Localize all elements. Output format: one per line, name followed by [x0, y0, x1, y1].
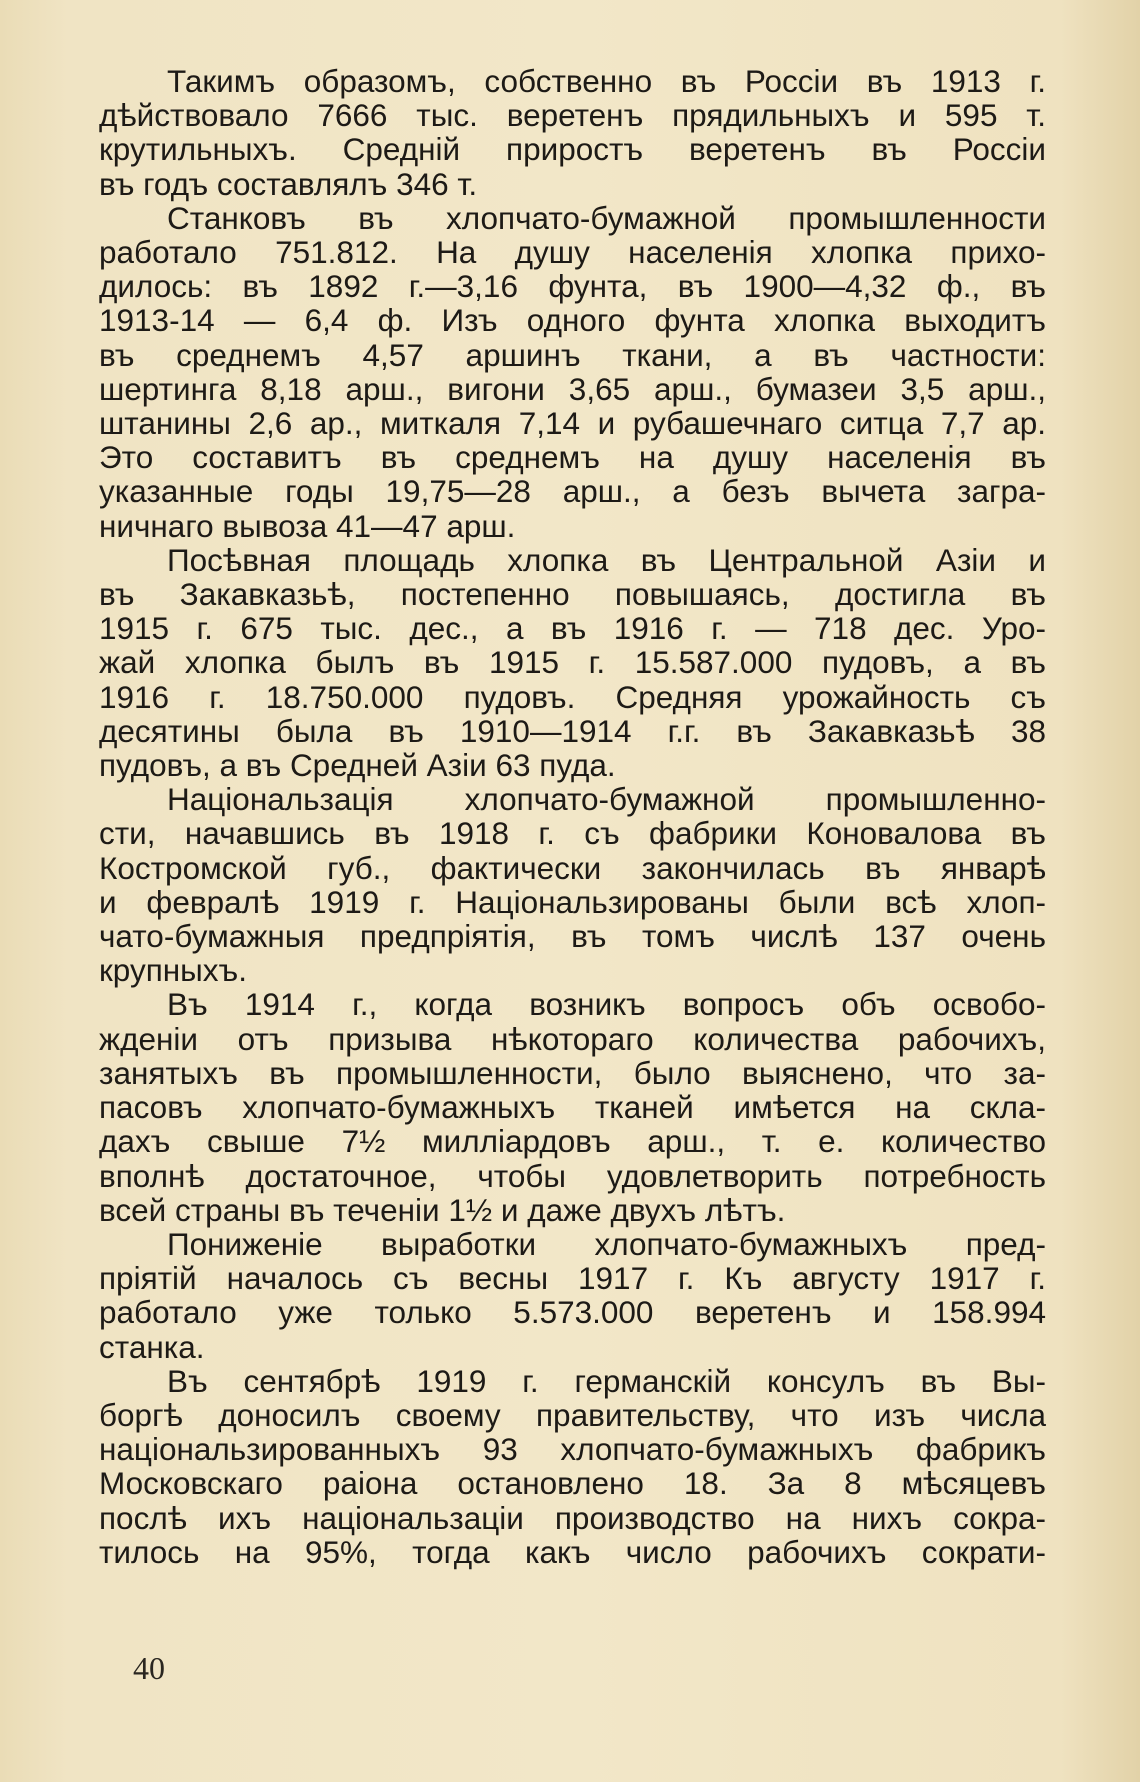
text-line: крутильныхъ. Средній приростъ веретенъ въ Россіи [99, 131, 1046, 168]
paragraph-sown-area [99, 543, 1046, 782]
text-line: Московскаго раіона остановлено 18. За 8 мѣсяцевъ [99, 1465, 1046, 1502]
text-line: боргѣ доносилъ своему правительству, что изъ числа [99, 1396, 1046, 1433]
text-line: 1913-14 — 6,4 ф. Изъ одного фунта хлопка выходитъ [99, 302, 1046, 339]
text-line: работало 751.812. На душу населенія хлопка прихо- [99, 234, 1046, 271]
text-line: чато-бумажныя предпріятія, въ томъ числѣ 137 очень [99, 918, 1046, 955]
paragraph-nationalization [99, 782, 1046, 987]
page-number: 40 [133, 1650, 165, 1686]
text-line: Національзація хлопчато-бумажной промышленно- [167, 781, 1046, 818]
text-line: Въ сентябрѣ 1919 г. германскій консулъ въ Вы- [167, 1362, 1046, 1399]
text-line: Такимъ образомъ, собственно въ Россіи въ 1913 г. [167, 63, 1046, 99]
text-line: станка. [99, 1328, 205, 1365]
text-line: 1916 г. 18.750.000 пудовъ. Средняя урожайность съ [99, 678, 1046, 715]
text-line: десятины была въ 1910—1914 г.г. въ Закавказьѣ 38 [99, 712, 1046, 749]
paragraph-stocks [99, 987, 1046, 1226]
text-line: послѣ ихъ національзаціи производство на нихъ сокра- [99, 1499, 1046, 1536]
text-line: пріятій началось съ весны 1917 г. Къ августу 1917 г. [99, 1260, 1046, 1297]
text-line: въ годъ составлялъ 346 т. [99, 165, 478, 202]
text-line: штанины 2,6 ар., миткаля 7,14 и рубашечнаго ситца 7,7 ар. [99, 405, 1046, 442]
text-line: дилось: въ 1892 г.—3,16 фунта, въ 1900—4,32 ф., въ [99, 268, 1046, 305]
text-line: дѣйствовало 7666 тыс. веретенъ прядильныхъ и 595 т. [99, 97, 1046, 134]
text-line: и февралѣ 1919 г. Національзированы были всѣ хлоп- [99, 883, 1046, 920]
text-line: Станковъ въ хлопчато-бумажной промышленности [167, 199, 1046, 236]
text-line: въ среднемъ 4,57 аршинъ ткани, а въ частности: [99, 336, 1046, 373]
paragraph-decline [99, 1227, 1046, 1364]
text-line: вполнѣ достаточное, чтобы удовлетворить потребность [99, 1157, 1046, 1194]
text-line: всей страны въ теченіи 1½ и даже двухъ лѣтъ. [99, 1191, 786, 1228]
text-line: дахъ свыше 7½ милліардовъ арш., т. е. количество [99, 1123, 1046, 1160]
text-line: жай хлопка былъ въ 1915 г. 15.587.000 пудовъ, а въ [99, 644, 1046, 681]
text-line: Это составитъ въ среднемъ на душу населенія въ [99, 439, 1046, 476]
paragraph-looms [99, 201, 1046, 543]
paragraph-spindles [99, 64, 1046, 201]
text-line: ничнаго вывоза 41—47 арш. [99, 507, 516, 544]
text-line: шертинга 8,18 арш., вигони 3,65 арш., бумазеи 3,5 арш., [99, 370, 1046, 407]
text-line: Въ 1914 г., когда возникъ вопросъ объ освобо- [167, 986, 1046, 1023]
text-line: 1915 г. 675 тыс. дес., а въ 1916 г. — 718 дес. Уро- [99, 610, 1046, 647]
body-text [99, 64, 1046, 1569]
text-line: занятыхъ въ промышленности, было выяснено, что за- [99, 1054, 1046, 1091]
text-line: тилось на 95%, тогда какъ число рабочихъ сократи- [99, 1533, 1046, 1570]
paragraph-consul-report [99, 1364, 1046, 1569]
text-line: жденіи отъ призыва нѣкотораго количества рабочихъ, [99, 1020, 1046, 1057]
text-line: національзированныхъ 93 хлопчато-бумажныхъ фабрикъ [99, 1431, 1046, 1468]
text-line: указанные годы 19,75—28 арш., а безъ вычета загра- [99, 473, 1046, 510]
text-line: пудовъ, а въ Средней Азіи 63 пуда. [99, 747, 616, 784]
text-line: Костромской губ., фактически закончилась въ январѣ [99, 849, 1046, 886]
text-line: Пониженіе выработки хлопчато-бумажныхъ пред- [167, 1225, 1046, 1262]
text-line: въ Закавказьѣ, постепенно повышаясь, достигла въ [99, 576, 1046, 613]
text-line: пасовъ хлопчато-бумажныхъ тканей имѣется на скла- [99, 1089, 1046, 1126]
text-line: крупныхъ. [99, 952, 247, 989]
text-line: Посѣвная площадь хлопка въ Центральной Азіи и [167, 541, 1046, 578]
text-line: сти, начавшись въ 1918 г. съ фабрики Коновалова въ [99, 815, 1046, 852]
text-line: работало уже только 5.573.000 веретенъ и 158.994 [99, 1294, 1046, 1331]
